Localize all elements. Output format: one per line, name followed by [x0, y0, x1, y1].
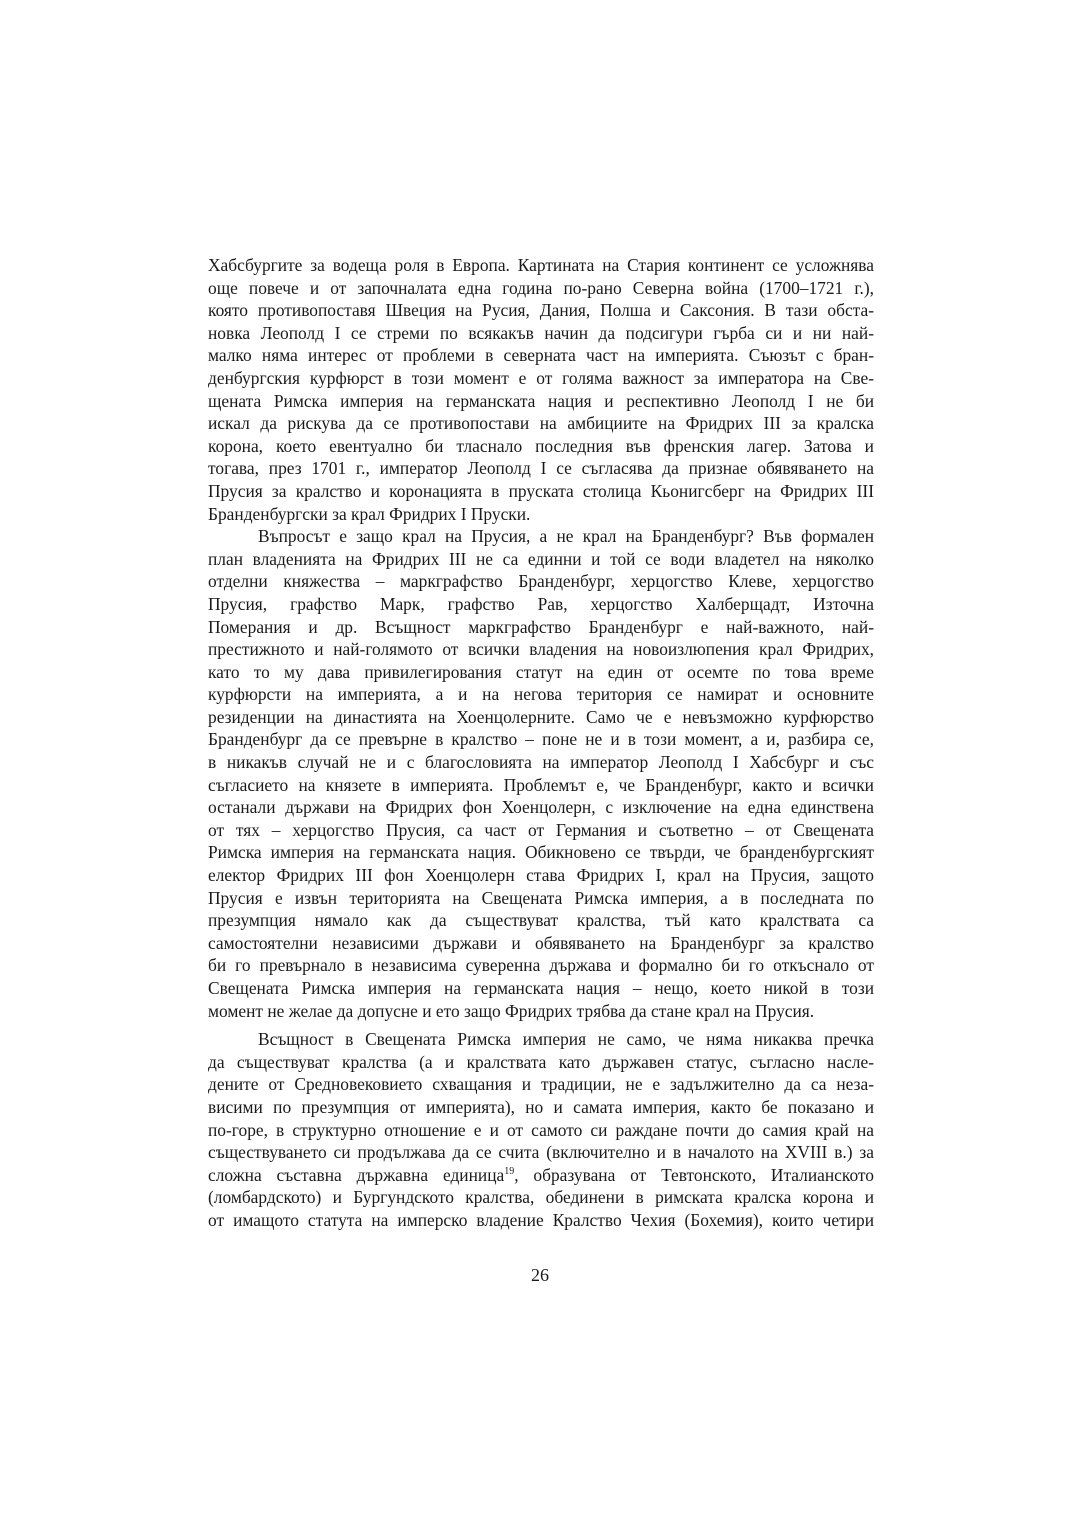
- text-line: резиденции на династията на Хоенцолерните. Само че е невъзможно курфюрство: [208, 706, 874, 727]
- text-line: новка Леополд I се стреми по всякакъв начин да подсигури гърба си и ни най-: [208, 322, 874, 343]
- text-line: в никакъв случай не и с благословията на император Леополд I Хабсбург и със: [208, 752, 874, 773]
- text-line: план владенията на Фридрих III не са единни и той се води владетел на няколко: [208, 548, 874, 569]
- body-text: [208, 254, 874, 1232]
- text-line: презумпция нямало как да съществуват кралства, тъй като кралствата са: [208, 910, 874, 931]
- text-line: Свещената Римска империя на германската нация – нещо, което никой в този: [208, 978, 874, 998]
- text-line: от тях – херцогство Прусия, са част от Германия и съответно – от Свещената: [208, 819, 874, 840]
- text-line: да съществуват кралства (а и кралствата като държавен статус, съгласно насле-: [208, 1051, 874, 1072]
- text-line: като то му дава привилегирования статут на един от осемте по това време: [208, 661, 874, 682]
- text-line: курфюрсти на империята, а и на негова територия се намират и основните: [208, 684, 874, 705]
- text-line: искал да рискува да се противопостави на амбициите на Фридрих III за кралска: [208, 413, 874, 434]
- text-line: Прусия за кралство и коронацията в пруската столица Кьонигсберг на Фридрих III: [208, 480, 874, 501]
- text-line: отделни княжества – маркграфство Бранденбург, херцогство Клеве, херцогство: [208, 571, 874, 592]
- text-line: тогава, през 1701 г., император Леополд I се съгласява да признае обявяването на: [208, 458, 874, 479]
- text-line: по-горе, в структурно отношение е и от самото си раждане почти до самия край на: [208, 1119, 874, 1140]
- text-line: Бранденбург да се превърне в кралство – поне не и в този момент, а и, разбира се,: [208, 729, 874, 750]
- text-line: (ломбардското) и Бургундското кралства, обединени в римската кралска корона и: [208, 1187, 874, 1208]
- text-line: съгласието на князете в империята. Проблемът е, че Бранденбург, както и всички: [208, 774, 874, 795]
- text-line: Въпросът е защо крал на Прусия, а не крал на Бранденбург? Във формален: [258, 526, 874, 547]
- text-line: Всъщност в Свещената Римска империя не само, че няма никаква пречка: [258, 1029, 874, 1050]
- text-line: момент не желае да допусне и ето защо Фридрих трябва да стане крал на Прусия.: [208, 1000, 815, 1021]
- text-line: Померания и др. Всъщност маркграфство Бранденбург е най-важното, най-: [208, 616, 874, 637]
- text-line: Прусия, графство Марк, графство Рав, херцогство Халберщадт, Източна: [208, 593, 874, 614]
- text-line: която противопоставя Швеция на Русия, Дания, Полша и Саксония. В тази обста-: [208, 300, 874, 321]
- paragraph-1: [208, 254, 874, 525]
- text-line: дените от Средновековието схващания и традиции, не е задължително да са неза-: [208, 1074, 874, 1095]
- footnote-line-end: , образувана от Тевтонското, Италианското: [514, 1164, 874, 1185]
- text-line-with-footnote: [208, 1164, 874, 1187]
- text-line: електор Фридрих III фон Хоенцолерн става Фридрих I, крал на Прусия, защото: [208, 865, 874, 886]
- text-line: Римска империя на германската нация. Обикновено се твърди, че бранденбургският: [208, 842, 874, 863]
- text-line: висими по презумпция от империята), но и самата империя, както бе показано и: [208, 1096, 874, 1117]
- text-line: Прусия е извън територията на Свещената Римска империя, а в последната по: [208, 887, 874, 908]
- text-line: корона, което евентуално би тласнало последния във френския лагер. Затова и: [208, 435, 874, 456]
- text-line: щената Римска империя на германската нация и респективно Леополд I не би: [208, 390, 874, 411]
- text-line: Хабсбургите за водеща роля в Европа. Картината на Стария континент се усложнява: [208, 255, 874, 275]
- text-line: би го превърнало в независима суверенна държава и формално би го откъснало от: [208, 955, 874, 976]
- footnote-reference[interactable]: 19: [504, 1165, 515, 1177]
- text-line: съществуването си продължава да се счита (включително и в началото на XVIII в.) за: [208, 1142, 874, 1163]
- paragraph-3: [208, 1028, 874, 1231]
- text-line: от имащото статута на имперско владение Кралство Чехия (Бохемия), които четири: [208, 1209, 874, 1230]
- text-line: останали държави на Фридрих фон Хоенцолерн, с изключение на една единствена: [208, 797, 874, 818]
- text-line: Бранденбургски за крал Фридрих I Пруски.: [208, 503, 531, 524]
- text-line: малко няма интерес от проблеми в северната част на империята. Съюзът с бран-: [208, 345, 874, 366]
- paragraph-2: [208, 525, 874, 1022]
- footnote-line-start: сложна съставна държавна единица: [208, 1164, 505, 1185]
- text-line: още повече и от започналата една година по-рано Северна война (1700–1721 г.),: [208, 277, 874, 298]
- page-number: 26: [531, 1265, 549, 1285]
- text-line: самостоятелни независими държави и обявяването на Бранденбург за кралство: [208, 932, 874, 953]
- text-line: престижното и най-голямото от всички владения на новоизлюпения крал Фридрих,: [208, 639, 874, 660]
- text-line: денбургския курфюрст в този момент е от голяма важност за императора на Све-: [208, 367, 874, 388]
